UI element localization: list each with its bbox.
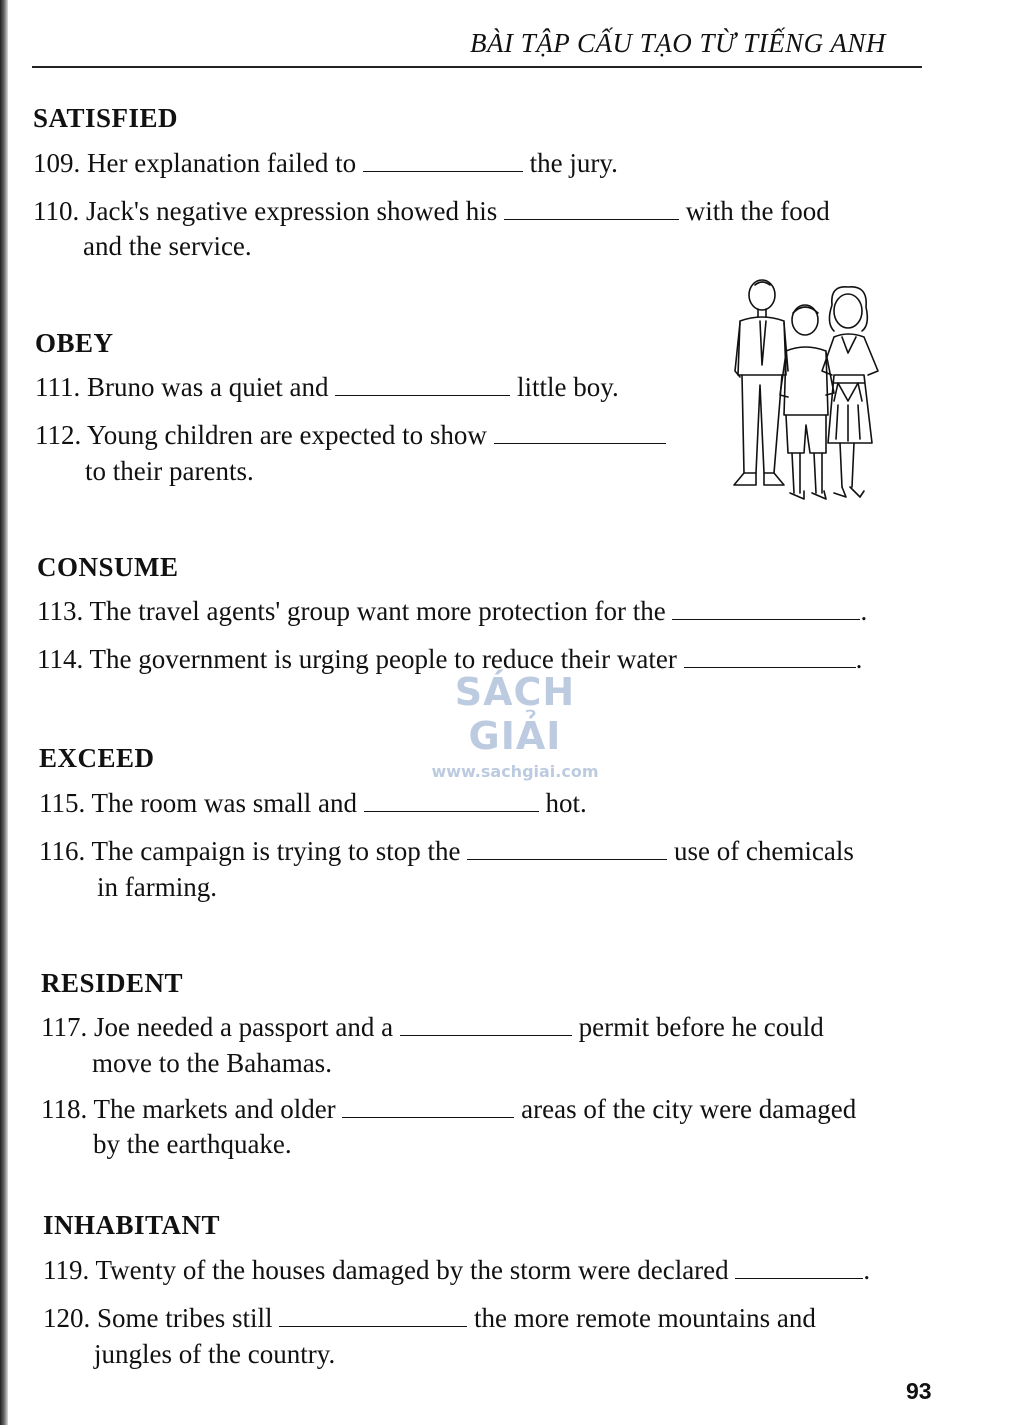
answer-blank — [467, 837, 667, 860]
exercise-120 — [43, 1303, 816, 1334]
sentence-start: Young children are expected to show — [87, 420, 487, 450]
answer-blank — [735, 1256, 863, 1279]
exercise-117 — [41, 1012, 824, 1043]
sentence-start: Jack's negative expression showed his — [86, 196, 498, 226]
sentence-end: the jury. — [529, 148, 618, 178]
sentence-start: Her explanation failed to — [87, 148, 357, 178]
section-heading-inhabitant: INHABITANT — [43, 1210, 221, 1240]
watermark-logo: SÁCH GIẢI — [454, 670, 576, 758]
sentence-end: use of chemicals — [673, 836, 854, 866]
sentence-start: The travel agents' group want more protection for the — [89, 596, 666, 626]
exercise-112-continuation: to their parents. — [85, 456, 254, 486]
item-number: 119. — [43, 1255, 90, 1285]
section-heading-exceed: EXCEED — [39, 743, 155, 773]
watermark-url: www.sachgiai.com — [431, 762, 599, 781]
item-number: 116. — [39, 836, 86, 866]
item-number: 120. — [43, 1303, 91, 1333]
sentence-start: The room was small and — [91, 788, 357, 818]
item-number: 114. — [37, 644, 84, 674]
answer-blank — [504, 197, 679, 220]
exercise-112 — [35, 420, 666, 451]
exercise-118 — [41, 1094, 856, 1125]
family-illustration — [730, 275, 885, 515]
exercise-120-continuation: jungles of the country. — [94, 1339, 336, 1369]
exercise-113 — [37, 596, 867, 627]
item-number: 117. — [41, 1012, 88, 1042]
answer-blank — [364, 789, 539, 812]
sentence-start: Bruno was a quiet and — [87, 372, 329, 402]
item-number: 112. — [35, 420, 82, 450]
header-rule — [32, 66, 922, 68]
sentence-end: little boy. — [516, 372, 619, 402]
answer-blank — [672, 597, 860, 620]
item-number: 109. — [33, 148, 81, 178]
answer-blank — [363, 149, 523, 172]
sentence-start: Twenty of the houses damaged by the storm were declared — [95, 1255, 729, 1285]
answer-blank — [684, 645, 856, 668]
exercise-119 — [43, 1255, 870, 1286]
item-number: 113. — [37, 596, 84, 626]
exercise-109 — [33, 148, 618, 179]
item-number: 118. — [41, 1094, 88, 1124]
sentence-end: permit before he could — [578, 1012, 824, 1042]
sentence-end: . — [863, 1255, 871, 1285]
exercise-118-continuation: by the earthquake. — [93, 1129, 292, 1159]
item-number: 111. — [35, 372, 81, 402]
exercise-110 — [33, 196, 830, 227]
exercise-116-continuation: in farming. — [97, 872, 217, 902]
section-heading-obey: OBEY — [35, 328, 114, 358]
answer-blank — [494, 421, 666, 444]
sentence-start: The markets and older — [93, 1094, 336, 1124]
watermark — [410, 670, 620, 781]
sentence-end: hot. — [545, 788, 587, 818]
sentence-start: Joe needed a passport and a — [94, 1012, 394, 1042]
exercise-116 — [39, 836, 854, 867]
sentence-end: with the food — [685, 196, 830, 226]
answer-blank — [342, 1095, 514, 1118]
sentence-end: . — [855, 644, 863, 674]
page-number: 93 — [906, 1378, 932, 1404]
exercise-117-continuation: move to the Bahamas. — [92, 1048, 332, 1078]
sentence-end: . — [860, 596, 868, 626]
item-number: 115. — [39, 788, 86, 818]
book-spine-edge — [0, 0, 8, 1425]
exercise-111 — [35, 372, 619, 403]
sentence-start: The government is urging people to reduce their water — [89, 644, 677, 674]
sentence-start: Some tribes still — [97, 1303, 273, 1333]
exercise-110-continuation: and the service. — [83, 231, 252, 261]
answer-blank — [335, 373, 510, 396]
answer-blank — [400, 1013, 572, 1036]
item-number: 110. — [33, 196, 80, 226]
answer-blank — [279, 1304, 467, 1327]
sentence-end: areas of the city were damaged — [521, 1094, 857, 1124]
section-heading-consume: CONSUME — [37, 552, 179, 582]
section-heading-satisfied: SATISFIED — [33, 103, 179, 133]
sentence-start: The campaign is trying to stop the — [91, 836, 461, 866]
exercise-115 — [39, 788, 587, 819]
sentence-end: the more remote mountains and — [474, 1303, 816, 1333]
section-heading-resident: RESIDENT — [41, 968, 184, 998]
running-head: BÀI TẬP CẤU TẠO TỪ TIẾNG ANH — [470, 28, 886, 58]
